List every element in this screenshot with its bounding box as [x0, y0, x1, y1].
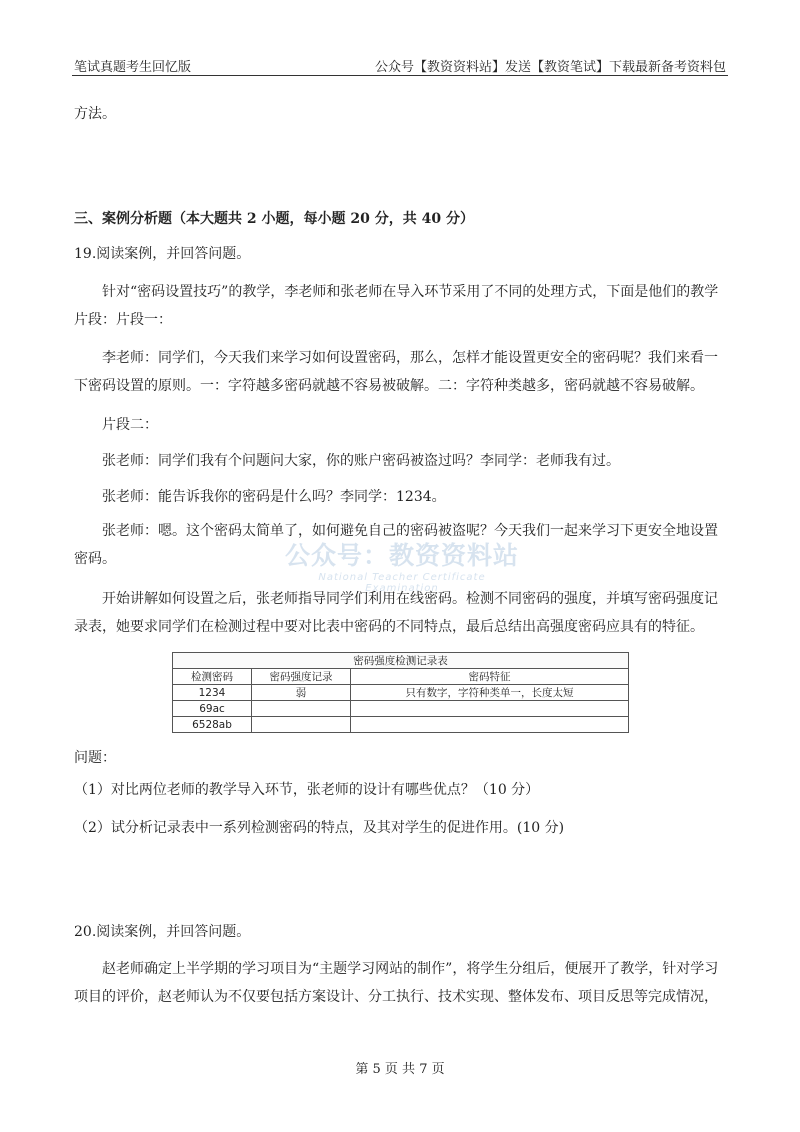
table-cell: [351, 701, 629, 717]
question-1: （1）对比两位老师的教学导入环节，张老师的设计有哪些优点？（10 分）: [74, 782, 540, 798]
q19-intro: 针对“密码设置技巧”的教学，李老师和张老师在导入环节采用了不同的处理方式，下面是他们的教学片段：片段一：: [74, 284, 719, 328]
table-cell: 只有数字，字符种类单一，长度太短: [351, 685, 629, 701]
zhang-dialog-2: 张老师：能告诉我你的密码是什么吗？李同学：1234。: [102, 489, 446, 505]
table-header: 检测密码: [173, 669, 252, 685]
table-cell: [351, 717, 629, 733]
watermark-main: 公众号：教资资料站: [284, 541, 519, 570]
table-cell: 1234: [173, 685, 252, 701]
table-row: [173, 685, 629, 701]
segment-two-label: 片段二：: [102, 417, 158, 433]
watermark-sub: National Teacher Certificate Examination: [318, 572, 486, 594]
table-cell: 6528ab: [173, 717, 252, 733]
header-divider: [72, 75, 728, 76]
li-teacher-paragraph: 李老师：同学们，今天我们来学习如何设置密码，那么，怎样才能设置更安全的密码呢？我们来看一下密码设置的原则。一：字符越多密码就越不容易被破解。二：字符种类越多，密码就越不容易破解。: [74, 350, 718, 394]
questions-label: 问题：: [74, 750, 116, 766]
previous-question-tail: 方法。: [74, 106, 116, 122]
table-header: 密码特征: [351, 669, 629, 685]
zhang-dialog-3: 张老师：嗯。这个密码太简单了，如何避免自己的密码被盗呢？今天我们一起来学习下更安全地设置密码。: [74, 523, 718, 567]
table-header: 密码强度记录: [252, 669, 351, 685]
password-strength-table: [172, 652, 629, 733]
table-row: [173, 717, 629, 733]
table-header-row: [173, 669, 629, 685]
table-cell: 69ac: [173, 701, 252, 717]
question-2: （2）试分析记录表中一系列检测密码的特点，及其对学生的促进作用。(10 分): [74, 820, 565, 836]
table-cell: [252, 717, 351, 733]
table-cell: 弱: [252, 685, 351, 701]
page-number: 第 5 页 共 7 页: [355, 1062, 445, 1077]
table-cell: [252, 701, 351, 717]
zhang-dialog-1: 张老师：同学们我有个问题问大家，你的账户密码被盗过吗？李同学：老师我有过。: [102, 453, 620, 469]
table-caption: 密码强度检测记录表: [173, 653, 629, 669]
section-title: 三、案例分析题（本大题共 2 小题，每小题 20 分，共 40 分）: [74, 211, 474, 227]
q19-title: 19.阅读案例，并回答问题。: [74, 246, 251, 262]
header-right-notice: 公众号【教资资料站】发送【教资笔试】下载最新备考资料包: [374, 60, 726, 75]
q20-paragraph: 赵老师确定上半学期的学习项目为“主题学习网站的制作”，将学生分组后，便展开了教学，针对学习项目的评价，赵老师认为不仅要包括方案设计、分工执行、技术实现、整体发布、项目反思等完成情况，: [74, 961, 719, 1005]
q20-title: 20.阅读案例，并回答问题。: [74, 924, 251, 940]
zhang-dialog-4: 开始讲解如何设置之后，张老师指导同学们利用在线密码。检测不同密码的强度，并填写密码强度记录表，她要求同学们在检测过程中要对比表中密码的不同特点，最后总结出高强度密码应具有的特征。: [74, 591, 718, 635]
header-left-title: 笔试真题考生回忆版: [74, 60, 192, 75]
table-row: [173, 701, 629, 717]
